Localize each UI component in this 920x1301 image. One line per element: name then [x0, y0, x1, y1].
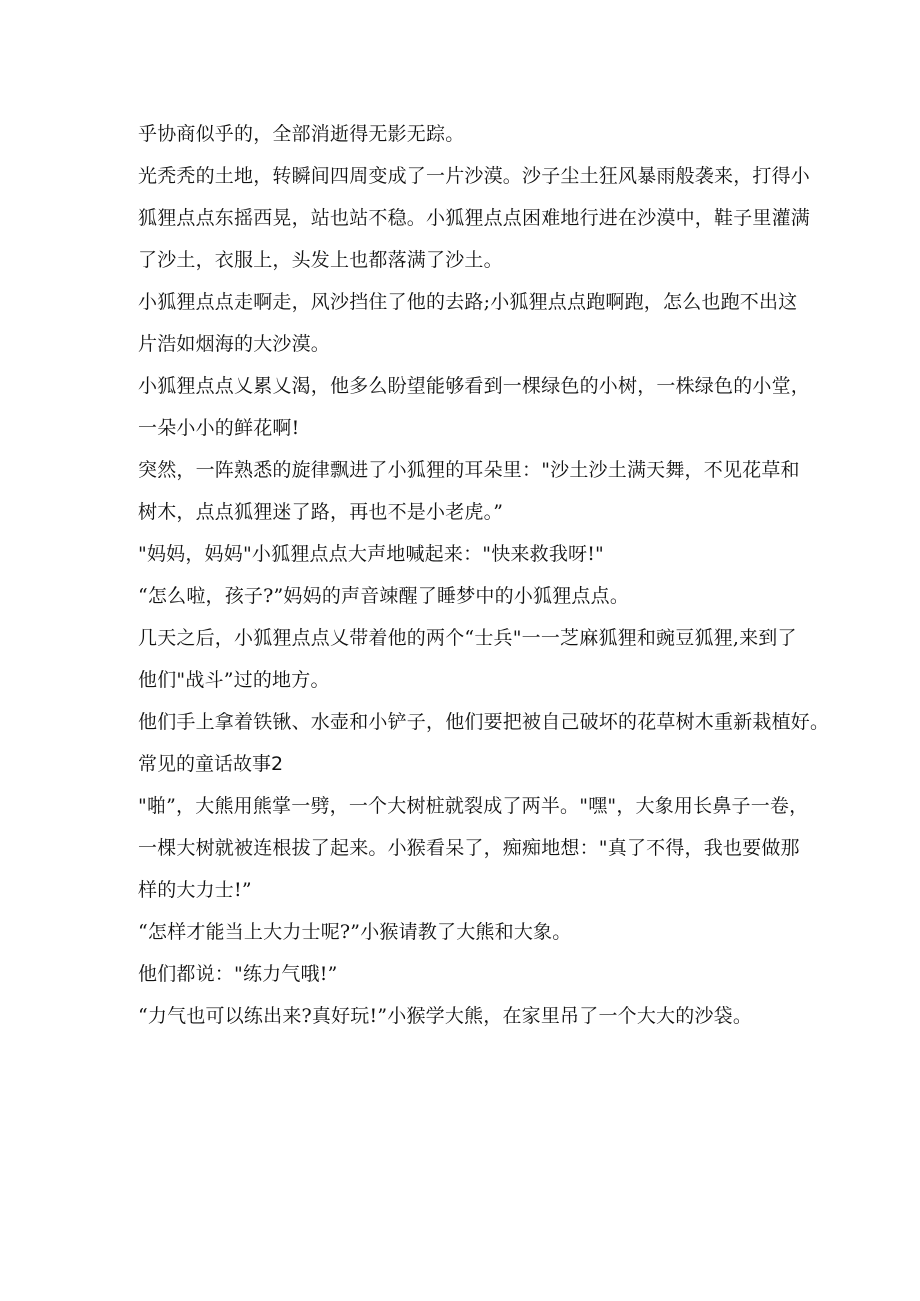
text-line: 他们"战斗”过的地方。 [138, 669, 330, 691]
text-line: 光秃秃的土地，转瞬间四周变成了一片沙漠。沙子尘土狂风暴雨般袭来，打得小 [138, 165, 811, 187]
text-line: 小狐狸点点走啊走，风沙挡住了他的去路;小狐狸点点跑啊跑，怎么也跑不出这 [138, 291, 798, 313]
text-line: 几天之后，小狐狸点点乂带着他的两个“士兵"一一芝麻狐狸和豌豆狐狸,来到了 [138, 627, 797, 649]
text-line: 狐狸点点东摇西晃，站也站不稳。小狐狸点点困难地行进在沙漠中，鞋子里灌满 [138, 207, 811, 229]
text-line: “怎么啦，孩子?”妈妈的声音竦醒了睡梦中的小狐狸点点。 [138, 585, 630, 607]
text-line: “力气也可以练出来?真好玩!”小猴学大熊，在家里吊了一个大大的沙袋。 [138, 1005, 753, 1027]
text-line: 片浩如烟海的大沙漠。 [138, 333, 331, 355]
text-line: 树木，点点狐狸迷了路，再也不是小老虎。” [138, 501, 504, 523]
text-line: 他们都说："练力气哦!” [138, 963, 338, 985]
text-line: 一棵大树就被连根拔了起来。小猴看呆了，痴痴地想："真了不得，我也要做那 [138, 837, 800, 859]
text-line: 小狐狸点点乂累乂渴，他多么盼望能够看到一棵绿色的小树，一株绿色的小堂， [138, 375, 811, 397]
section-heading: 常见的童话故事2 [138, 753, 284, 775]
text-line: “怎样才能当上大力士呢?”小猴请教了大熊和大象。 [138, 921, 572, 943]
text-line: 突然，一阵熟悉的旋律飘进了小狐狸的耳朵里："沙土沙土满天舞，不见花草和 [138, 459, 800, 481]
text-line: 一朵小小的鲜花啊! [138, 417, 300, 439]
text-line: "妈妈，妈妈"小狐狸点点大声地喊起来："快来救我呀!" [138, 543, 604, 565]
text-line: 乎协商似乎的，全部消逝得无影无踪。 [138, 123, 465, 145]
text-line: 了沙土，衣服上，头发上也都落满了沙土。 [138, 249, 503, 271]
text-line: 样的大力士!” [138, 879, 252, 901]
text-line: "啪”，大熊用熊掌一劈，一个大树桩就裂成了两半。"嘿"，大象用长鼻子一卷， [138, 795, 809, 817]
text-line: 他们手上拿着铁锹、水壶和小铲子，他们要把被自己破坏的花草树木重新栽植好。 [138, 711, 830, 733]
story-text [138, 113, 830, 1037]
